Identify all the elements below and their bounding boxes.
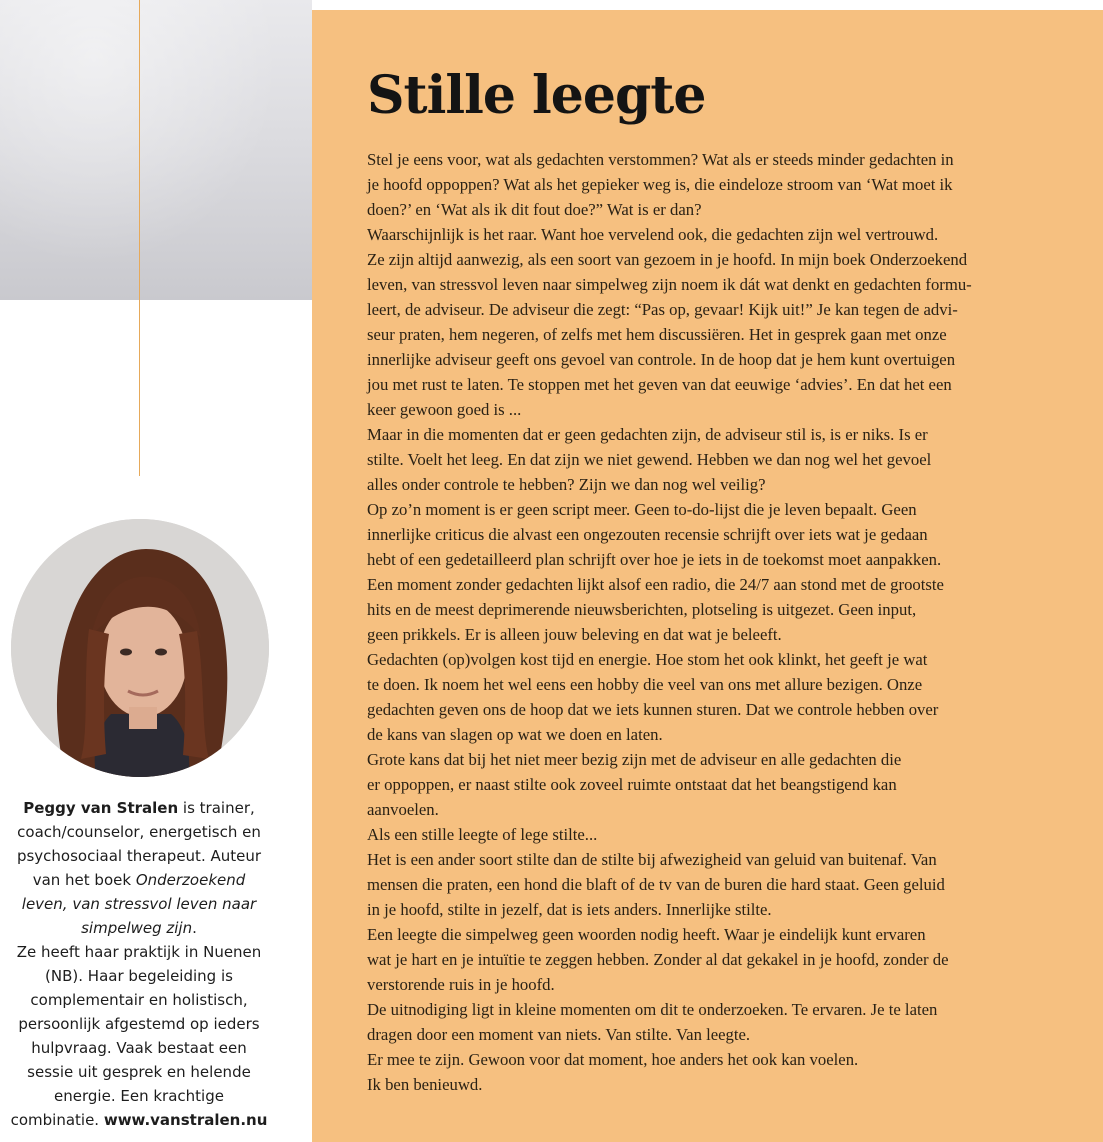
bio-intro: is trainer, coach/counselor, energetisch en psychosociaal therapeut. Auteur van het boek	[16, 799, 262, 889]
body-line: doen?’ en ‘Wat als ik dit fout doe?” Wat is er dan?	[367, 200, 702, 219]
body-line: Stel je eens voor, wat als gedachten verstommen? Wat als er steeds minder gedachten in	[367, 150, 954, 169]
body-line: te doen. Ik noem het wel eens een hobby die veel van ons met allure bezigen. Onze	[367, 675, 923, 694]
author-bio	[8, 796, 270, 1132]
body-line: dragen door een moment van niets. Van stilte. Van leegte.	[367, 1025, 751, 1044]
body-line: Ik ben benieuwd.	[367, 1075, 483, 1094]
body-line: aanvoelen.	[367, 800, 439, 819]
body-line: Waarschijnlijk is het raar. Want hoe vervelend ook, die gedachten zijn wel vertrouwd.	[367, 225, 939, 244]
body-line: stilte. Voelt het leeg. En dat zijn we niet gewend. Hebben we dan nog wel het gevoel	[367, 450, 932, 469]
body-line: alles onder controle te hebben? Zijn we dan nog wel veilig?	[367, 475, 766, 494]
body-line: keer gewoon goed is ...	[367, 400, 522, 419]
body-line: leert, de adviseur. De adviseur die zegt: “Pas op, gevaar! Kijk uit!” Je kan tegen de advi-	[367, 300, 958, 319]
body-line: Een leegte die simpelweg geen woorden nodig heeft. Waar je eindelijk kunt ervaren	[367, 925, 926, 944]
body-line: Er mee te zijn. Gewoon voor dat moment, hoe anders het ook kan voelen.	[367, 1050, 859, 1069]
body-line: geen prikkels. Er is alleen jouw beleving en dat wat je beleeft.	[367, 625, 782, 644]
body-line: seur praten, hem negeren, of zelfs met hem discussiëren. Het in gesprek gaan met onze	[367, 325, 947, 344]
body-line: Grote kans dat bij het niet meer bezig zijn met de adviseur en alle gedachten die	[367, 750, 902, 769]
article-title: Stille leegte	[367, 65, 706, 126]
body-line: je hoofd oppoppen? Wat als het gepieker weg is, die eindeloze stroom van ‘Wat moet ik	[367, 175, 953, 194]
body-line: verstorende ruis in je hoofd.	[367, 975, 555, 994]
body-line: Een moment zonder gedachten lijkt alsof een radio, die 24/7 aan stond met de grootste	[367, 575, 944, 594]
book-title: Onderzoekend leven, van stressvol leven naar simpelweg zijn	[21, 871, 257, 937]
article-body	[367, 147, 977, 1097]
portrait-illustration	[11, 519, 269, 777]
website-link[interactable]: www.vanstralen.nu	[103, 1111, 268, 1129]
body-line: hits en de meest deprimerende nieuwsberichten, plotseling is uitgezet. Geen input,	[367, 600, 917, 619]
body-line: Ze zijn altijd aanwezig, als een soort van gezoem in je hoofd. In mijn boek Onderzoekend	[367, 250, 968, 269]
body-line: Als een stille leegte of lege stilte...	[367, 825, 598, 844]
body-line: innerlijke adviseur geeft ons gevoel van controle. In de hoop dat je hem kunt overtuigen	[367, 350, 956, 369]
body-line: wat je hart en je intuïtie te zeggen hebben. Zonder al dat gekakel in je hoofd, zonder de	[367, 950, 949, 969]
body-line: innerlijke criticus die alvast een ongezouten recensie schrijft over iets wat je gedaan	[367, 525, 928, 544]
body-line: er oppoppen, er naast stilte ook zoveel ruimte ontstaat dat het beangstigend kan	[367, 775, 897, 794]
body-line: jou met rust te laten. Te stoppen met het geven van dat eeuwige ‘advies’. En dat het een	[367, 375, 952, 394]
bio-practice: Ze heeft haar praktijk in Nuenen (NB). Haar begeleiding is complementair en holistisch, persoonlijk afgestemd op ieders hulpvraag. Vaak bestaat een sessie uit gesprek en helende energie. Een krachtige combinatie.	[10, 943, 262, 1129]
author-name: Peggy van Stralen	[23, 799, 179, 817]
body-line: De uitnodiging ligt in kleine momenten om dit te onderzoeken. Te ervaren. Je te laten	[367, 1000, 938, 1019]
body-line: gedachten geven ons de hoop dat we iets kunnen sturen. Dat we controle hebben over	[367, 700, 939, 719]
body-line: hebt of een gedetailleerd plan schrijft over hoe je iets in de toekomst moet aanpakken.	[367, 550, 942, 569]
body-line: Het is een ander soort stilte dan de stilte bij afwezigheid van geluid van buitenaf. Van	[367, 850, 937, 869]
body-line: Op zo’n moment is er geen script meer. Geen to-do-lijst die je leven bepaalt. Geen	[367, 500, 917, 519]
header-photo	[0, 0, 312, 300]
author-portrait	[11, 519, 269, 777]
body-line: de kans van slagen op wat we doen en laten.	[367, 725, 663, 744]
body-line: mensen die praten, een hond die blaft of de tv van de buren die hard staat. Geen geluid	[367, 875, 945, 894]
bio-book-end: .	[192, 919, 197, 937]
decorative-rule	[139, 0, 140, 476]
body-line: leven, van stressvol leven naar simpelweg zijn noem ik dát wat denkt en gedachten formu-	[367, 275, 972, 294]
body-line: Maar in die momenten dat er geen gedachten zijn, de adviseur stil is, is er niks. Is er	[367, 425, 928, 444]
body-line: in je hoofd, stilte in jezelf, dat is iets anders. Innerlijke stilte.	[367, 900, 772, 919]
body-line: Gedachten (op)volgen kost tijd en energie. Hoe stom het ook klinkt, het geeft je wat	[367, 650, 928, 669]
